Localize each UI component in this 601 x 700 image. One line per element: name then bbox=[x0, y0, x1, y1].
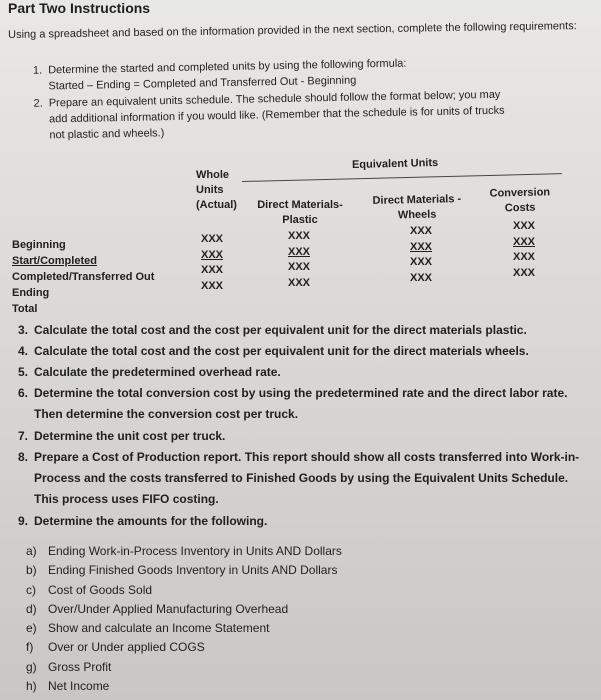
item-line: Process and the costs transferred to Finished Goods by using the Equivalent Units Schedule. bbox=[34, 471, 569, 485]
cell-value: XXX bbox=[513, 266, 536, 279]
item-number: 4. bbox=[17, 344, 28, 358]
cell-value: XXX bbox=[513, 235, 536, 248]
schedule-row-labels bbox=[12, 237, 154, 317]
cell-value: XXX bbox=[201, 264, 224, 276]
item-text: Determine the unit cost per truck. bbox=[34, 429, 226, 443]
list-item bbox=[0, 426, 580, 447]
header-divider bbox=[242, 173, 562, 182]
item-number: 7. bbox=[17, 429, 28, 443]
item-line: Determine the total conversion cost by using the predetermined rate and the direct labor rate. bbox=[34, 386, 568, 400]
item-line: Prepare an equivalent units schedule. The schedule should follow the format below; you may bbox=[48, 88, 501, 110]
list-item bbox=[19, 86, 565, 144]
sub-list-item bbox=[26, 600, 426, 619]
sub-item-letter: c) bbox=[26, 582, 36, 597]
sub-item-text: Cost of Goods Sold bbox=[48, 582, 153, 597]
row-label-completed-transferred: Completed/Transferred Out bbox=[12, 271, 155, 283]
item-text: Calculate the predetermined overhead rate. bbox=[34, 365, 281, 379]
cell-value: XXX bbox=[288, 230, 311, 242]
sub-list-item bbox=[26, 542, 426, 561]
list-item bbox=[0, 320, 580, 341]
header-line: Direct Materials- bbox=[257, 199, 343, 211]
cell-value: XXX bbox=[201, 233, 224, 245]
item-line: Started – Ending = Completed and Transferred Out - Beginning bbox=[48, 74, 357, 93]
row-label-beginning: Beginning bbox=[12, 239, 66, 251]
row-label-start-completed: Start/Completed bbox=[12, 255, 97, 267]
cell-value: XXX bbox=[288, 245, 311, 258]
item-line: not plastic and wheels.) bbox=[49, 127, 165, 142]
cell-value: XXX bbox=[288, 276, 311, 289]
sub-item-text: Show and calculate an Income Statement bbox=[48, 621, 270, 636]
sub-item-text: Gross Profit bbox=[48, 659, 112, 674]
header-line: Conversion bbox=[489, 186, 551, 200]
cell-value: XXX bbox=[513, 220, 536, 232]
header-line: Direct Materials - bbox=[372, 193, 462, 207]
sub-item-list bbox=[26, 542, 426, 696]
item-line: Prepare a Cost of Production report. This report should show all costs transferred into Work-in- bbox=[34, 450, 580, 464]
sub-item-text: Over or Under applied COGS bbox=[48, 640, 205, 655]
item-number: 9. bbox=[17, 514, 28, 528]
col-dm-wheels-header bbox=[364, 192, 471, 224]
item-text bbox=[34, 447, 598, 510]
sub-item-letter: h) bbox=[26, 679, 37, 694]
list-item bbox=[0, 362, 580, 383]
sub-list-item bbox=[26, 658, 426, 677]
intro-paragraph: Using a spreadsheet and based on the information provided in the next section, complete the following requirements: bbox=[8, 20, 577, 41]
col-dm-plastic bbox=[288, 229, 310, 291]
cell-value: XXX bbox=[410, 271, 433, 284]
sub-item-letter: f) bbox=[26, 640, 34, 655]
sub-list-item bbox=[26, 561, 426, 580]
sub-item-text: Ending Finished Goods Inventory in Units AND Dollars bbox=[48, 563, 338, 578]
item-number: 5. bbox=[17, 365, 28, 379]
item-text bbox=[49, 86, 565, 144]
sub-list-item bbox=[26, 638, 426, 657]
item-number: 6. bbox=[17, 386, 28, 400]
cell-value: XXX bbox=[201, 279, 224, 292]
list-item bbox=[0, 511, 580, 532]
item-line: Then determine the conversion cost per truck. bbox=[34, 407, 299, 421]
sub-item-letter: g) bbox=[26, 659, 37, 674]
sub-item-letter: b) bbox=[26, 563, 37, 578]
list-item bbox=[0, 447, 598, 510]
item-text: Determine the amounts for the following. bbox=[34, 514, 268, 528]
item-text: Calculate the total cost and the cost per equivalent unit for the direct materials plastic. bbox=[34, 323, 527, 337]
header-line: Wheels bbox=[397, 208, 437, 222]
top-instruction-list bbox=[18, 53, 564, 145]
list-item bbox=[0, 383, 595, 425]
item-line: Determine the started and completed units by using the following formula: bbox=[48, 57, 407, 77]
col-conversion bbox=[513, 219, 535, 281]
cell-value: XXX bbox=[288, 261, 311, 273]
sub-item-letter: e) bbox=[26, 621, 37, 636]
header-line: Units bbox=[196, 184, 224, 196]
row-label-total: Total bbox=[12, 303, 38, 315]
sub-item-text: Over/Under Applied Manufacturing Overhead bbox=[48, 601, 289, 616]
col-conversion-header bbox=[484, 185, 557, 217]
col-dm-plastic-header bbox=[250, 198, 350, 228]
item-text: Calculate the total cost and the cost per equivalent unit for the direct materials wheels. bbox=[34, 344, 529, 358]
item-number: 2. bbox=[33, 97, 43, 110]
sub-item-text: Ending Work-in-Process Inventory in Units AND Dollars bbox=[48, 544, 342, 558]
page-title: Part Two Instructions bbox=[8, 0, 151, 16]
cell-value: XXX bbox=[410, 256, 433, 268]
sub-item-text: Net Income bbox=[48, 679, 110, 694]
list-item bbox=[0, 341, 580, 362]
item-number: 3. bbox=[17, 323, 28, 337]
col-dm-wheels bbox=[410, 224, 432, 286]
cell-value: XXX bbox=[201, 248, 224, 261]
header-line: Plastic bbox=[282, 214, 318, 226]
row-label-ending: Ending bbox=[12, 287, 50, 299]
cell-value: XXX bbox=[410, 240, 433, 253]
item-text bbox=[34, 383, 595, 425]
item-line: add additional information if you would like. (Remember that the schedule is for units of trucks bbox=[48, 104, 505, 126]
cell-value: XXX bbox=[513, 251, 536, 263]
cell-value: XXX bbox=[410, 225, 433, 237]
sub-item-letter: a) bbox=[26, 544, 37, 558]
item-number: 8. bbox=[17, 450, 28, 464]
sub-item-letter: d) bbox=[26, 601, 37, 616]
item-line: This process uses FIFO costing. bbox=[34, 492, 219, 506]
header-line: Whole bbox=[196, 169, 229, 181]
sub-list-item bbox=[26, 677, 426, 696]
sub-list-item bbox=[26, 581, 426, 600]
header-line: (Actual) bbox=[196, 199, 237, 211]
sub-list-item bbox=[26, 619, 426, 638]
whole-units-header bbox=[196, 168, 237, 213]
header-line: Costs bbox=[504, 201, 536, 215]
col-whole-units bbox=[201, 232, 223, 294]
item-number: 1. bbox=[32, 64, 43, 77]
equivalent-units-header: Equivalent Units bbox=[351, 156, 439, 172]
